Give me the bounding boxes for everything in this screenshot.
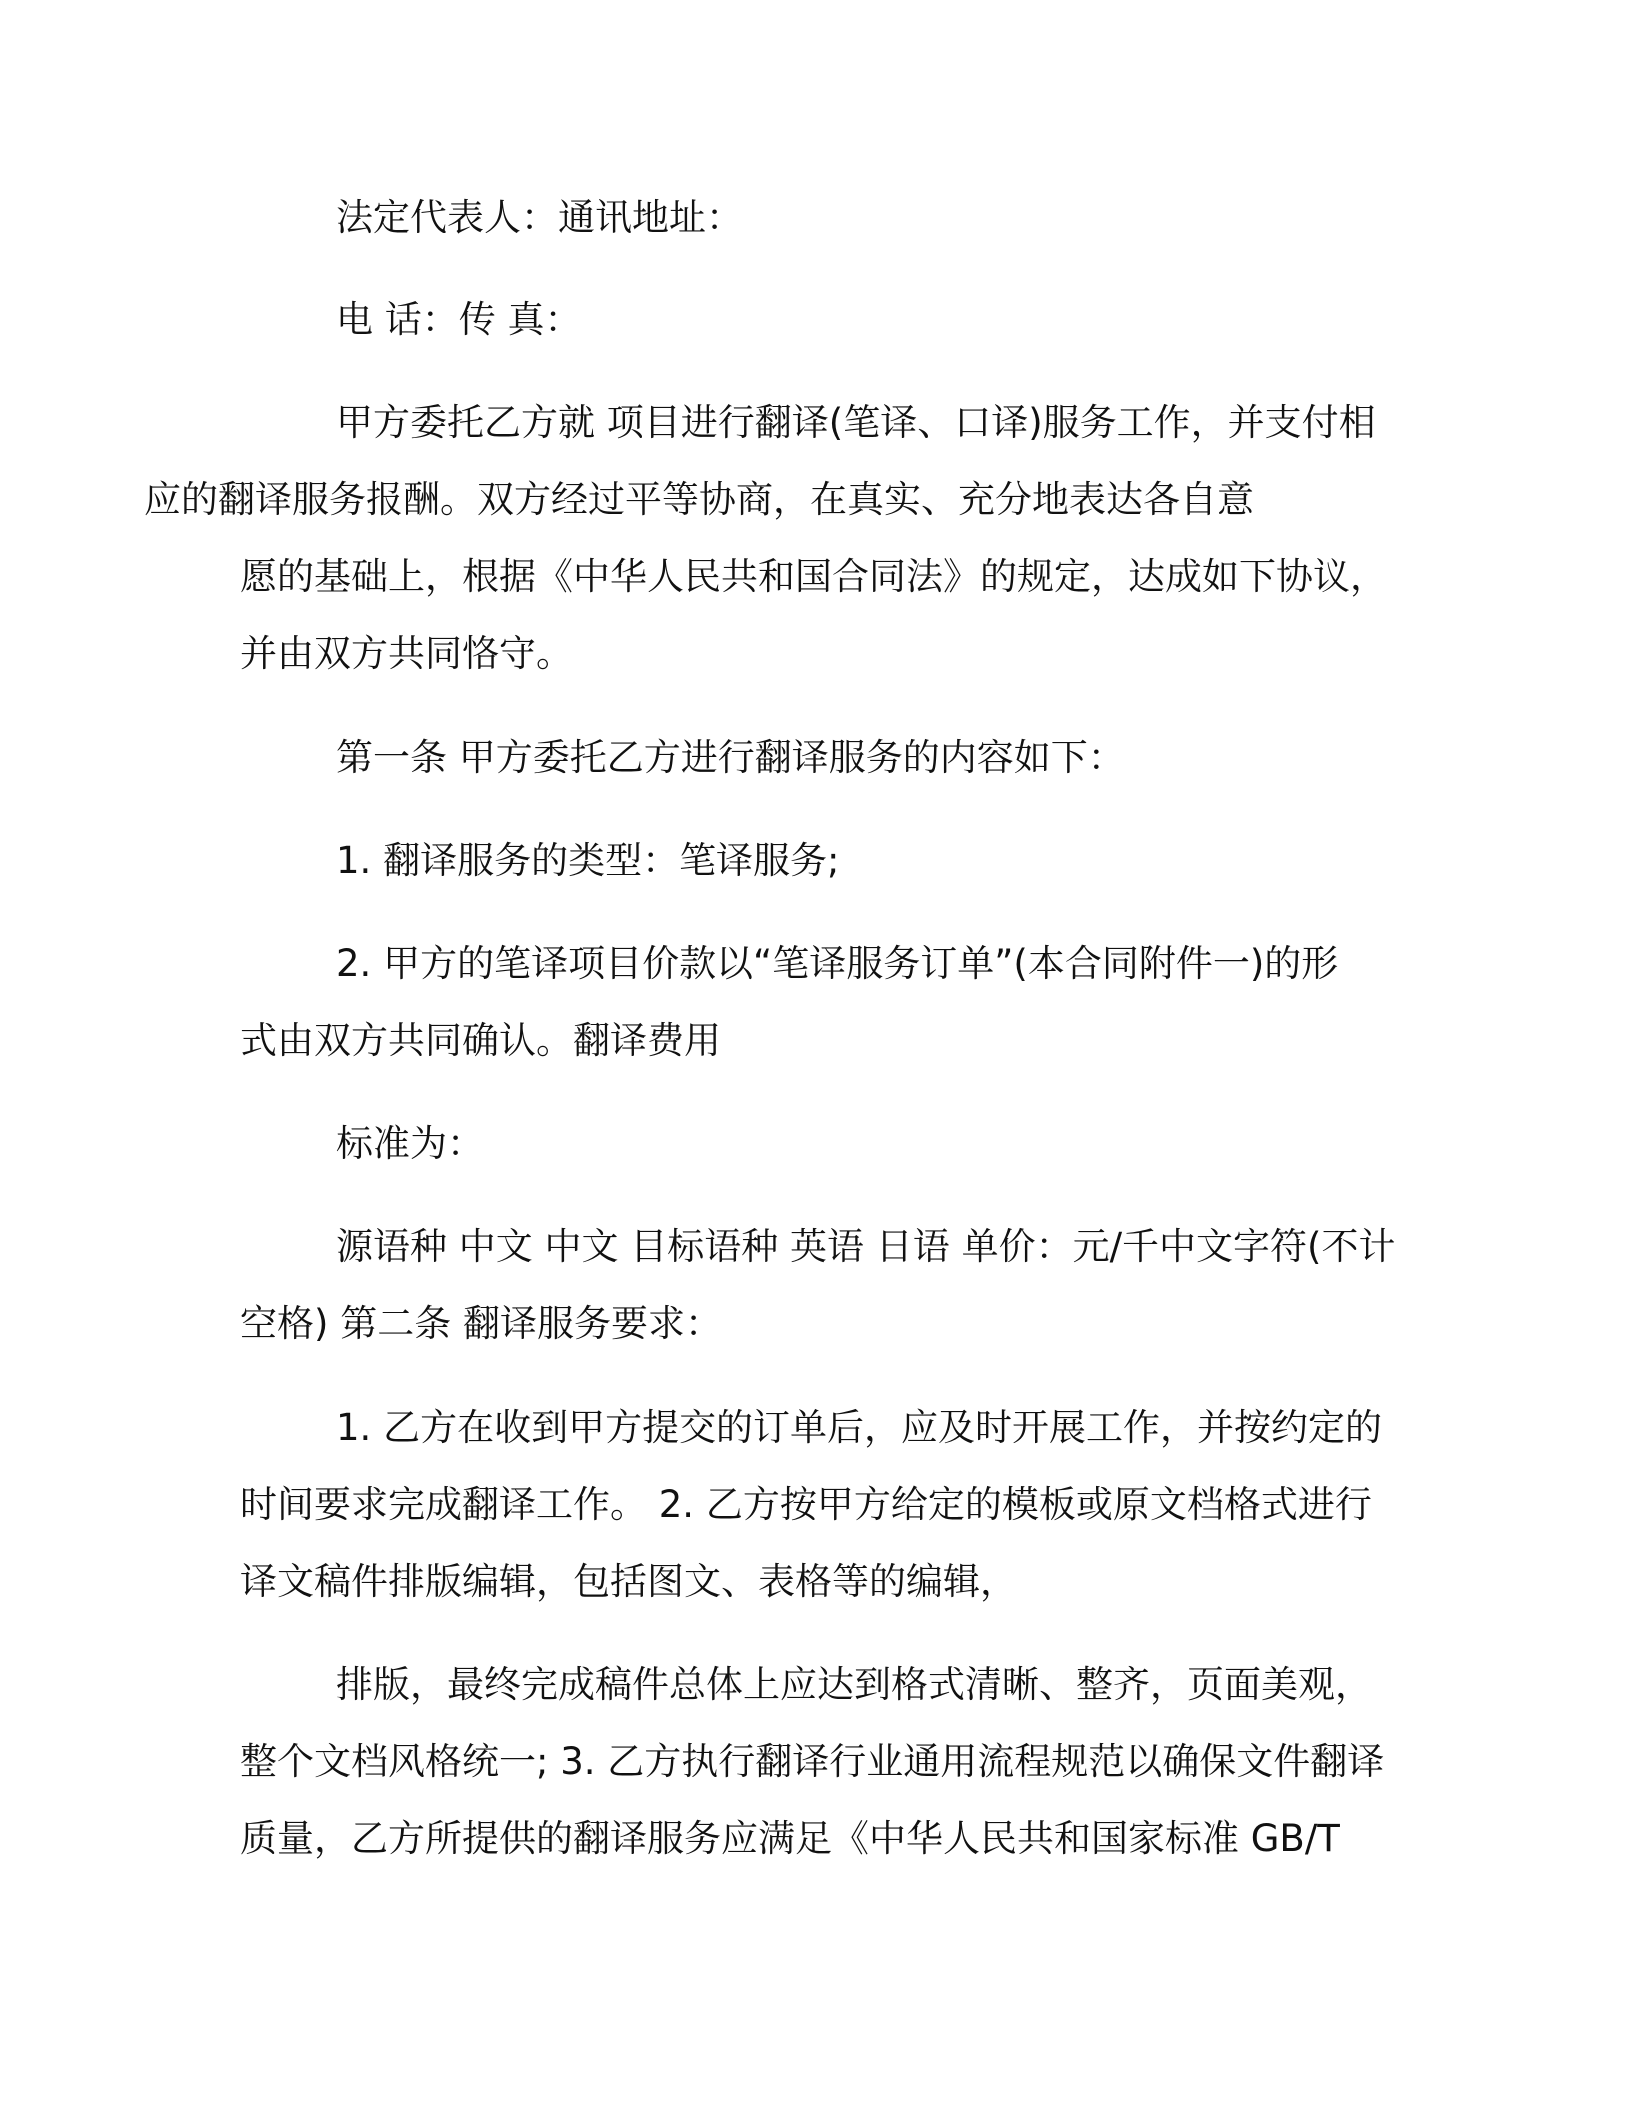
text-line: 1. 翻译服务的类型：笔译服务; [336, 839, 840, 882]
paragraph-standard [240, 1105, 1390, 1182]
paragraph-requirements [240, 1389, 1390, 1620]
text-line: 2. 甲方的笔译项目价款以“笔译服务订单”(本合同附件一)的形 [336, 942, 1339, 985]
paragraph-legal-representative [240, 179, 1390, 256]
paragraph-preamble [144, 384, 1390, 692]
paragraph-service-type [240, 822, 1390, 899]
text-line: 甲方委托乙方就 项目进行翻译(笔译、口译)服务工作，并支付相 [336, 401, 1376, 444]
paragraph-formatting [240, 1646, 1390, 1877]
text-line: 标准为： [336, 1122, 484, 1165]
text-line: 质量，乙方所提供的翻译服务应满足《中华人民共和国家标准 GB/T [240, 1817, 1340, 1860]
text-line: 应的翻译服务报酬。双方经过平等协商，在真实、充分地表达各自意 [144, 478, 1254, 521]
paragraph-phone-fax [240, 281, 1390, 358]
text-line: 排版，最终完成稿件总体上应达到格式清晰、整齐，页面美观， [336, 1663, 1372, 1706]
text-line: 1. 乙方在收到甲方提交的订单后，应及时开展工作，并按约定的 [336, 1406, 1383, 1449]
text-line: 源语种 中文 中文 目标语种 英语 日语 单价：元/千中文字符(不计 [336, 1225, 1396, 1268]
text-line: 第一条 甲方委托乙方进行翻译服务的内容如下： [336, 736, 1125, 779]
text-line: 译文稿件排版编辑，包括图文、表格等的编辑， [240, 1560, 1017, 1603]
text-line: 空格) 第二条 翻译服务要求： [240, 1302, 722, 1345]
text-line: 愿的基础上，根据《中华人民共和国合同法》的规定，达成如下协议， [240, 555, 1387, 598]
paragraph-language-pricing [240, 1208, 1396, 1362]
text-line: 整个文档风格统一; 3. 乙方执行翻译行业通用流程规范以确保文件翻译 [240, 1740, 1385, 1783]
text-line: 时间要求完成翻译工作。 2. 乙方按甲方给定的模板或原文档格式进行 [240, 1483, 1372, 1526]
paragraph-article-one [240, 719, 1390, 796]
text-line: 法定代表人：通讯地址： [336, 196, 743, 239]
paragraph-price [240, 925, 1390, 1079]
text-line: 式由双方共同确认。翻译费用 [240, 1019, 721, 1062]
text-line: 并由双方共同恪守。 [240, 632, 573, 675]
text-line: 电 话：传 真： [336, 298, 582, 341]
